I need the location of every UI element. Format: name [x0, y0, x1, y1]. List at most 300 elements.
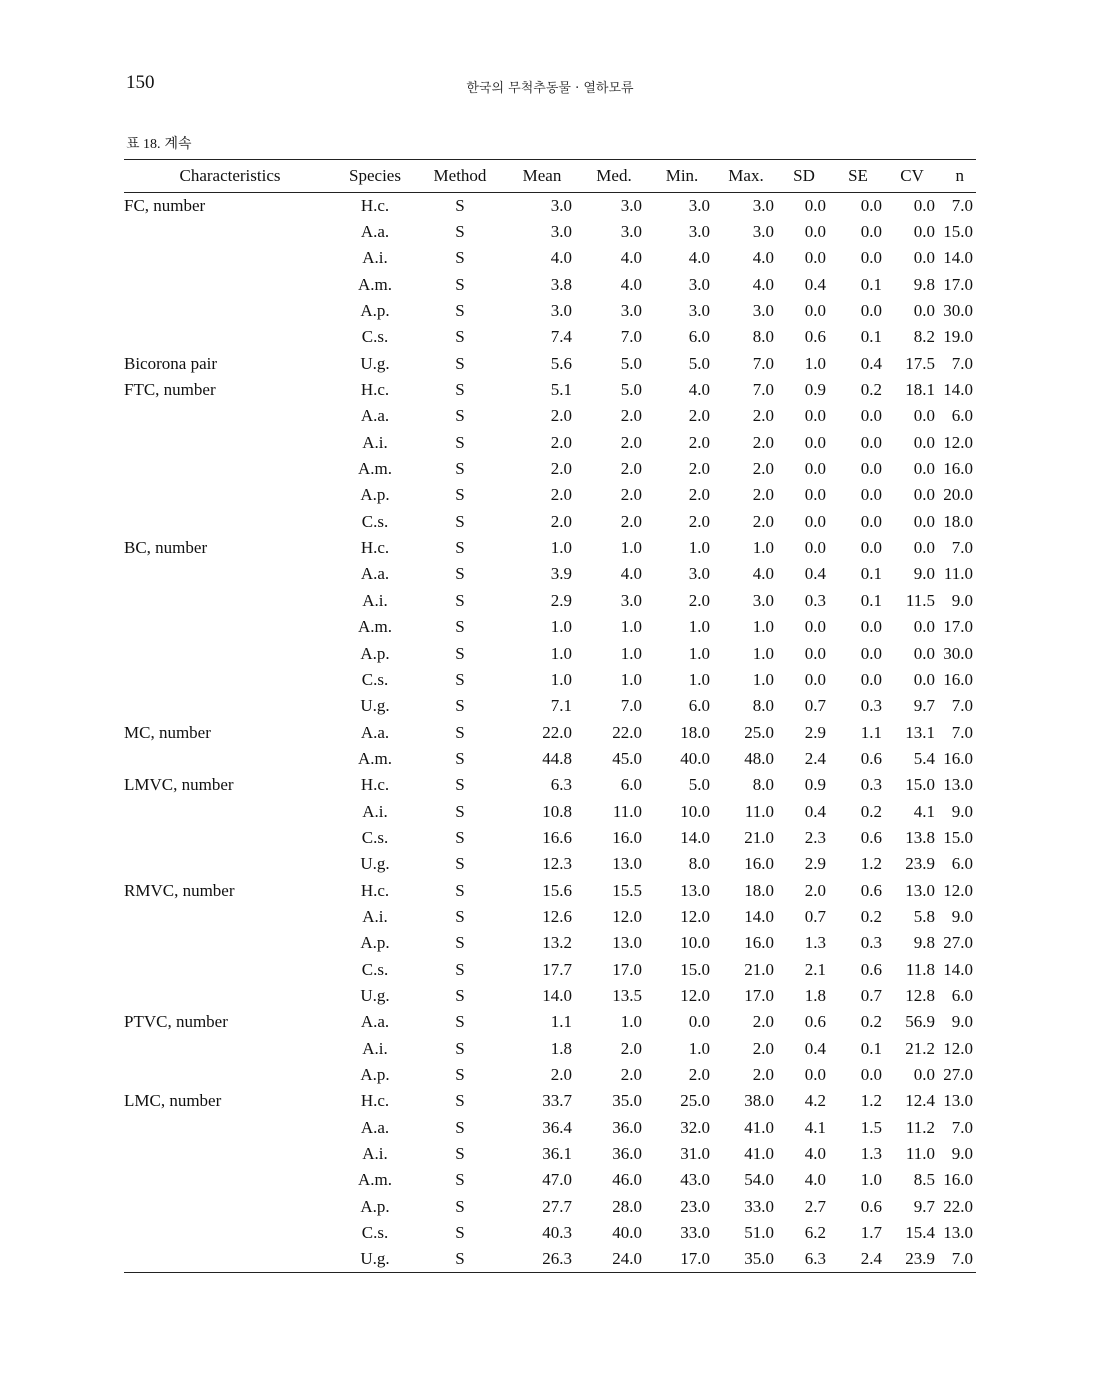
cell-cv: 15.0: [905, 775, 935, 795]
table-row: [124, 509, 976, 535]
cell-species: H.c.: [360, 775, 390, 795]
cell-n: 6.0: [951, 985, 973, 1005]
cell-species: A.a.: [360, 1012, 390, 1032]
cell-min: 8.0: [688, 854, 710, 874]
table-row: [124, 430, 976, 456]
cell-median: 45.0: [612, 748, 642, 768]
cell-mean: 44.8: [542, 748, 572, 768]
cell-sd: 1.3: [804, 933, 826, 953]
header-cv: CV: [886, 160, 938, 193]
cell-min: 15.0: [680, 959, 710, 979]
cell-method: S: [455, 432, 465, 452]
cell-method: S: [455, 854, 465, 874]
cell-cv: 0.0: [913, 406, 935, 426]
cell-n: 17.0: [943, 617, 973, 637]
table-row: [124, 1220, 976, 1246]
cell-min: 14.0: [680, 827, 710, 847]
cell-method: S: [455, 248, 465, 268]
cell-n: 27.0: [943, 1065, 973, 1085]
running-header: 한국의 무척추동물 · 열하모류: [466, 81, 634, 96]
cell-species: C.s.: [361, 959, 389, 979]
cell-method: S: [455, 380, 465, 400]
cell-n: 7.0: [951, 353, 973, 373]
cell-mean: 16.6: [542, 827, 572, 847]
cell-median: 16.0: [612, 827, 642, 847]
cell-se: 0.6: [860, 827, 882, 847]
cell-characteristic: [124, 956, 336, 982]
cell-sd: 2.9: [804, 854, 826, 874]
table-row: [124, 272, 976, 298]
cell-method: S: [455, 775, 465, 795]
cell-min: 3.0: [688, 564, 710, 584]
cell-species: A.i.: [362, 801, 388, 821]
cell-min: 33.0: [680, 1223, 710, 1243]
cell-se: 0.0: [860, 538, 882, 558]
cell-n: 7.0: [951, 722, 973, 742]
cell-characteristic: [124, 324, 336, 350]
cell-species: U.g.: [336, 1246, 414, 1272]
cell-max: 16.0: [744, 854, 774, 874]
cell-method: S: [455, 1223, 465, 1243]
cell-species: A.m.: [358, 748, 392, 768]
cell-sd: 2.3: [804, 827, 826, 847]
cell-n: 13.0: [943, 775, 973, 795]
cell-n: 16.0: [943, 459, 973, 479]
table-row: [124, 693, 976, 719]
cell-min: 0.0: [688, 1012, 710, 1032]
cell-median: 1.0: [620, 643, 642, 663]
cell-species: C.s.: [361, 1223, 389, 1243]
cell-median: 12.0: [612, 906, 642, 926]
cell-median: 7.0: [620, 327, 642, 347]
cell-mean: 1.0: [550, 669, 572, 689]
cell-mean: 4.0: [550, 248, 572, 268]
cell-method: S: [455, 933, 465, 953]
table-body: [124, 193, 976, 1273]
cell-median: 3.0: [620, 195, 642, 215]
cell-method: S: [455, 459, 465, 479]
cell-cv: 13.8: [905, 827, 935, 847]
cell-method: S: [455, 1144, 465, 1164]
cell-cv: 21.2: [905, 1038, 935, 1058]
cell-median: 3.0: [620, 301, 642, 321]
cell-n: 12.0: [943, 1038, 973, 1058]
cell-mean: 15.6: [542, 880, 572, 900]
cell-species: H.c.: [360, 538, 390, 558]
cell-max: 33.0: [744, 1196, 774, 1216]
cell-species: A.i.: [362, 906, 388, 926]
cell-max: 54.0: [744, 1170, 774, 1190]
cell-characteristic: [124, 851, 336, 877]
header-median: Med.: [578, 160, 650, 193]
cell-median: 4.0: [620, 248, 642, 268]
cell-sd: 2.9: [804, 722, 826, 742]
cell-characteristic: RMVC, number: [124, 880, 235, 900]
cell-median: 1.0: [620, 1012, 642, 1032]
cell-median: 2.0: [620, 406, 642, 426]
cell-min: 2.0: [688, 406, 710, 426]
cell-mean: 12.6: [542, 906, 572, 926]
cell-species: A.m.: [358, 274, 392, 294]
header-mean: Mean: [506, 160, 578, 193]
cell-characteristic: [124, 482, 336, 508]
cell-max: 51.0: [744, 1223, 774, 1243]
cell-median: 35.0: [612, 1091, 642, 1111]
cell-species: A.p.: [360, 643, 390, 663]
cell-max: 35.0: [714, 1246, 778, 1272]
table-row: [124, 1167, 976, 1193]
cell-sd: 0.0: [804, 459, 826, 479]
cell-characteristic: [124, 667, 336, 693]
cell-sd: 2.7: [804, 1196, 826, 1216]
cell-max: 1.0: [752, 617, 774, 637]
cell-characteristic: [124, 245, 336, 271]
cell-se: 0.0: [860, 195, 882, 215]
cell-method: S: [455, 1170, 465, 1190]
cell-max: 4.0: [752, 564, 774, 584]
cell-species: C.s.: [361, 511, 389, 531]
header-sd: SD: [778, 160, 830, 193]
cell-min: 2.0: [688, 432, 710, 452]
cell-max: 17.0: [744, 985, 774, 1005]
cell-cv: 0.0: [913, 248, 935, 268]
cell-se: 0.3: [860, 933, 882, 953]
cell-min: 23.0: [680, 1196, 710, 1216]
table-row: [124, 561, 976, 587]
cell-max: 8.0: [752, 327, 774, 347]
cell-method: S: [455, 1012, 465, 1032]
cell-characteristic: [124, 746, 336, 772]
cell-median: 2.0: [620, 1038, 642, 1058]
cell-max: 21.0: [744, 959, 774, 979]
cell-cv: 8.2: [913, 327, 935, 347]
cell-cv: 23.9: [905, 854, 935, 874]
cell-species: U.g.: [360, 985, 390, 1005]
cell-characteristic: [124, 614, 336, 640]
table-row: [124, 1141, 976, 1167]
cell-characteristic: [124, 430, 336, 456]
cell-cv: 13.1: [905, 722, 935, 742]
cell-species: A.m.: [358, 617, 392, 637]
cell-cv: 0.0: [913, 195, 935, 215]
cell-median: 17.0: [612, 959, 642, 979]
cell-n: 16.0: [943, 748, 973, 768]
header-se: SE: [830, 160, 886, 193]
cell-se: 0.7: [860, 985, 882, 1005]
cell-cv: 5.8: [913, 906, 935, 926]
header-characteristics: Characteristics: [124, 160, 336, 193]
header-n: n: [938, 160, 976, 193]
cell-characteristic: [124, 1115, 336, 1141]
cell-cv: 11.5: [905, 590, 935, 610]
cell-species: U.g.: [360, 353, 390, 373]
cell-n: 7.0: [951, 195, 973, 215]
cell-mean: 2.0: [550, 432, 572, 452]
table-row: [124, 798, 976, 824]
cell-sd: 0.0: [804, 248, 826, 268]
cell-species: A.i.: [362, 1038, 388, 1058]
cell-sd: 0.0: [804, 617, 826, 637]
cell-species: C.s.: [361, 669, 389, 689]
cell-median: 2.0: [620, 511, 642, 531]
cell-cv: 9.8: [913, 274, 935, 294]
cell-sd: 6.2: [804, 1223, 826, 1243]
cell-cv: 0.0: [913, 432, 935, 452]
cell-characteristic: Bicorona pair: [124, 353, 217, 373]
cell-n: 17.0: [943, 274, 973, 294]
cell-mean: 5.1: [550, 380, 572, 400]
cell-median: 1.0: [620, 669, 642, 689]
cell-characteristic: [124, 825, 336, 851]
cell-mean: 2.0: [550, 459, 572, 479]
cell-cv: 0.0: [913, 643, 935, 663]
cell-characteristic: [124, 298, 336, 324]
cell-species: C.s.: [361, 327, 389, 347]
cell-mean: 3.0: [550, 195, 572, 215]
cell-mean: 1.1: [550, 1012, 572, 1032]
header-method: Method: [414, 160, 506, 193]
cell-n: 19.0: [943, 327, 973, 347]
cell-min: 25.0: [680, 1091, 710, 1111]
cell-n: 12.0: [943, 880, 973, 900]
cell-se: 0.6: [860, 748, 882, 768]
page-number: 150: [126, 72, 155, 93]
cell-median: 11.0: [612, 801, 642, 821]
cell-n: 14.0: [943, 959, 973, 979]
cell-max: 14.0: [744, 906, 774, 926]
cell-mean: 13.2: [542, 933, 572, 953]
cell-method: S: [455, 274, 465, 294]
cell-cv: 8.5: [913, 1170, 935, 1190]
cell-mean: 27.7: [542, 1196, 572, 1216]
cell-sd: 0.6: [804, 1012, 826, 1032]
cell-sd: 0.0: [804, 485, 826, 505]
table-caption: [126, 133, 192, 153]
cell-mean: 7.1: [550, 696, 572, 716]
cell-se: 0.6: [860, 1196, 882, 1216]
cell-species: A.i.: [362, 248, 388, 268]
cell-max: 7.0: [752, 380, 774, 400]
cell-characteristic: FTC, number: [124, 380, 216, 400]
cell-characteristic: [124, 904, 336, 930]
cell-max: 2.0: [752, 1012, 774, 1032]
cell-method: S: [455, 195, 465, 215]
cell-mean: 3.0: [550, 222, 572, 242]
cell-se: 0.1: [860, 564, 882, 584]
table-header: [124, 160, 976, 193]
cell-cv: 0.0: [913, 485, 935, 505]
cell-min: 10.0: [680, 801, 710, 821]
cell-max: 1.0: [752, 669, 774, 689]
cell-method: S: [455, 353, 465, 373]
cell-sd: 0.4: [804, 801, 826, 821]
cell-cv: 0.0: [913, 1065, 935, 1085]
cell-species: U.g.: [360, 854, 390, 874]
cell-min: 3.0: [688, 274, 710, 294]
cell-se: 0.2: [860, 1012, 882, 1032]
cell-median: 13.0: [612, 933, 642, 953]
table-row: [124, 535, 976, 561]
cell-max: 2.0: [752, 459, 774, 479]
cell-n: 9.0: [951, 1012, 973, 1032]
table-row: [124, 904, 976, 930]
cell-cv: 18.1: [905, 380, 935, 400]
table-row: [124, 614, 976, 640]
cell-method: S: [455, 511, 465, 531]
cell-cv: 13.0: [905, 880, 935, 900]
cell-se: 0.2: [860, 906, 882, 926]
cell-min: 2.0: [688, 485, 710, 505]
cell-characteristic: LMC, number: [124, 1091, 222, 1111]
cell-mean: 12.3: [542, 854, 572, 874]
cell-characteristic: [124, 930, 336, 956]
table-row: [124, 377, 976, 403]
table-row: [124, 1009, 976, 1035]
table-row: [124, 1088, 976, 1114]
cell-se: 1.1: [860, 722, 882, 742]
cell-species: A.p.: [360, 301, 390, 321]
cell-characteristic: [124, 272, 336, 298]
cell-sd: 0.0: [804, 643, 826, 663]
cell-n: 15.0: [943, 827, 973, 847]
table-row: [124, 956, 976, 982]
cell-median: 13.0: [612, 854, 642, 874]
cell-max: 2.0: [752, 1038, 774, 1058]
cell-sd: 0.3: [804, 590, 826, 610]
cell-sd: 4.1: [804, 1117, 826, 1137]
cell-method: S: [455, 1196, 465, 1216]
cell-method: S: [455, 538, 465, 558]
cell-max: 38.0: [744, 1091, 774, 1111]
cell-sd: 0.0: [804, 538, 826, 558]
cell-max: 7.0: [752, 353, 774, 373]
table-row: [124, 588, 976, 614]
cell-species: H.c.: [360, 195, 390, 215]
cell-se: 1.5: [860, 1117, 882, 1137]
cell-method: S: [455, 327, 465, 347]
cell-n: 7.0: [951, 696, 973, 716]
cell-characteristic: [124, 509, 336, 535]
cell-method: S: [455, 406, 465, 426]
cell-cv: 9.7: [913, 1196, 935, 1216]
cell-n: 30.0: [943, 301, 973, 321]
cell-min: 1.0: [688, 617, 710, 637]
cell-sd: 0.7: [804, 696, 826, 716]
cell-cv: 0.0: [913, 222, 935, 242]
cell-se: 0.0: [860, 511, 882, 531]
cell-median: 40.0: [612, 1223, 642, 1243]
cell-cv: 9.7: [913, 696, 935, 716]
cell-sd: 2.0: [804, 880, 826, 900]
table-row: [124, 1062, 976, 1088]
cell-min: 1.0: [688, 1038, 710, 1058]
cell-cv: 0.0: [913, 617, 935, 637]
cell-max: 25.0: [744, 722, 774, 742]
cell-n: 18.0: [943, 511, 973, 531]
cell-cv: 0.0: [913, 511, 935, 531]
cell-se: 1.2: [860, 854, 882, 874]
cell-characteristic: [124, 640, 336, 666]
cell-method: S: [455, 959, 465, 979]
cell-characteristic: LMVC, number: [124, 775, 234, 795]
cell-min: 12.0: [680, 906, 710, 926]
cell-method: S: [455, 301, 465, 321]
cell-n: 14.0: [943, 248, 973, 268]
data-table: [124, 159, 976, 1273]
cell-sd: 0.4: [804, 274, 826, 294]
cell-median: 13.5: [612, 985, 642, 1005]
cell-cv: 11.2: [905, 1117, 935, 1137]
cell-se: 0.3: [860, 775, 882, 795]
cell-min: 18.0: [680, 722, 710, 742]
cell-max: 48.0: [744, 748, 774, 768]
table-row: [124, 772, 976, 798]
cell-median: 22.0: [612, 722, 642, 742]
cell-method: S: [455, 801, 465, 821]
cell-min: 3.0: [688, 301, 710, 321]
table-row: [124, 825, 976, 851]
cell-mean: 1.0: [550, 643, 572, 663]
cell-max: 41.0: [744, 1117, 774, 1137]
cell-characteristic: [124, 1036, 336, 1062]
table-row: [124, 851, 976, 877]
cell-mean: 3.8: [550, 274, 572, 294]
cell-n: 14.0: [943, 380, 973, 400]
cell-sd: 2.4: [804, 748, 826, 768]
cell-species: H.c.: [360, 1091, 390, 1111]
cell-mean: 2.0: [550, 1065, 572, 1085]
cell-method: S: [455, 564, 465, 584]
cell-cv: 0.0: [913, 538, 935, 558]
cell-n: 9.0: [951, 1144, 973, 1164]
cell-se: 0.0: [860, 485, 882, 505]
table-row: [124, 403, 976, 429]
cell-characteristic: [124, 983, 336, 1009]
cell-sd: 2.1: [804, 959, 826, 979]
cell-median: 2.0: [620, 1065, 642, 1085]
cell-n: 9.0: [951, 590, 973, 610]
cell-median: 6.0: [620, 775, 642, 795]
cell-cv: 12.4: [905, 1091, 935, 1111]
cell-min: 2.0: [688, 459, 710, 479]
cell-max: 18.0: [744, 880, 774, 900]
cell-min: 5.0: [688, 775, 710, 795]
table-row: [124, 930, 976, 956]
cell-mean: 26.3: [506, 1246, 578, 1272]
cell-max: 1.0: [752, 643, 774, 663]
cell-se: 0.0: [860, 643, 882, 663]
cell-max: 3.0: [752, 222, 774, 242]
cell-characteristic: [124, 693, 336, 719]
cell-se: 0.0: [860, 301, 882, 321]
cell-min: 2.0: [688, 1065, 710, 1085]
cell-se: 1.3: [860, 1144, 882, 1164]
cell-mean: 1.0: [550, 538, 572, 558]
cell-method: S: [455, 669, 465, 689]
cell-mean: 36.4: [542, 1117, 572, 1137]
cell-mean: 7.4: [550, 327, 572, 347]
cell-mean: 3.0: [550, 301, 572, 321]
cell-mean: 47.0: [542, 1170, 572, 1190]
table-row: [124, 193, 976, 219]
cell-max: 2.0: [752, 432, 774, 452]
cell-cv: 12.8: [905, 985, 935, 1005]
cell-cv: 15.4: [905, 1223, 935, 1243]
cell-species: H.c.: [360, 380, 390, 400]
table-row: [124, 877, 976, 903]
cell-min: 3.0: [688, 195, 710, 215]
cell-max: 8.0: [752, 696, 774, 716]
